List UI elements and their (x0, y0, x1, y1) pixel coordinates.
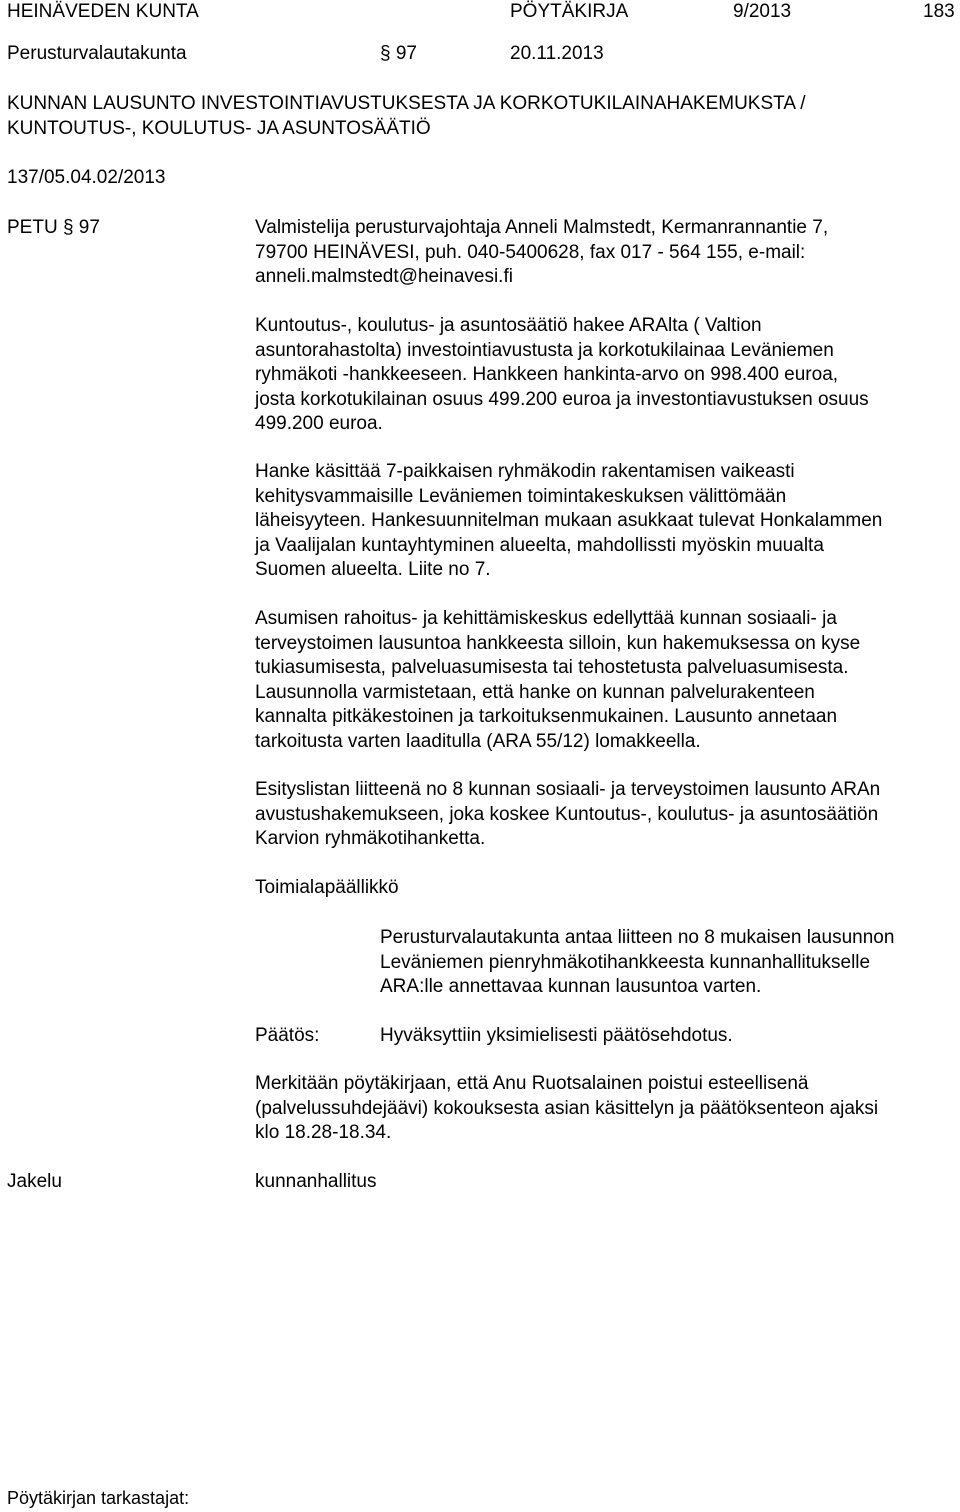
text-line: Asumisen rahoitus- ja kehittämiskeskus edellyttää kunnan sosiaali- ja (255, 608, 837, 629)
distribution-label: Jakelu (7, 1171, 62, 1192)
page-number: 183 (923, 1, 955, 22)
text-line: Merkitään pöytäkirjaan, että Anu Ruotsalainen poistui esteellisenä (255, 1073, 809, 1094)
board-name: Perusturvalautakunta (7, 43, 187, 64)
text-line: avustushakemukseen, joka koskee Kuntoutus-, koulutus- ja asuntosäätiön (255, 803, 879, 825)
meeting-date: 20.11.2013 (510, 43, 604, 64)
item-title-line-1: KUNNAN LAUSUNTO INVESTOINTIAVUSTUKSESTA JA KORKOTUKILAINAHAKEMUKSTA / (7, 93, 806, 114)
preparer-info (255, 216, 957, 290)
decision-text: Hyväksyttiin yksimielisesti päätösehdotus. (380, 1025, 733, 1046)
paragraph-project (255, 460, 957, 583)
text-line: josta korkotukilainan osuus 499.200 euroa ja investontiavustuksen osuus (255, 388, 869, 410)
item-label: PETU § 97 (7, 217, 100, 238)
preparer-email: anneli.malmstedt@heinavesi.fi (255, 266, 513, 287)
text-line: terveystoimen lausuntoa hankkeesta silloin, kun hakemuksessa on kyse (255, 632, 861, 654)
paragraph-application (255, 314, 957, 437)
text-line: Kuntoutus-, koulutus- ja asuntosäätiö hakee ARAlta ( Valtion (255, 315, 762, 336)
municipality-name: HEINÄVEDEN KUNTA (7, 1, 199, 22)
text-line: asuntorahastolta) investointiavustusta ja korkotukilainaa Leväniemen (255, 339, 834, 361)
text-line: ARA:lle annettavaa kunnan lausuntoa varten. (380, 976, 762, 997)
text-line: Lausunnolla varmistetaan, että hanke on kunnan palvelurakenteen (255, 681, 815, 703)
text-line: kannalta pitkäkestoinen ja tarkoituksenmukainen. Lausunto annetaan (255, 706, 838, 727)
text-line: Perusturvalautakunta antaa liitteen no 8 mukaisen lausunnon (380, 927, 895, 948)
text-line: klo 18.28-18.34. (255, 1122, 392, 1143)
text-line: läheisyyteen. Hankesuunnitelman mukaan asukkaat tulevat Honkalammen (255, 510, 883, 531)
text-line: Esityslistan liitteenä no 8 kunnan sosiaali- ja terveystoimen lausunto ARAn (255, 779, 881, 800)
text-line: Hanke käsittää 7-paikkaisen ryhmäkodin rakentamisen vaikeasti (255, 461, 795, 482)
text-line: tarkoitusta varten laaditulla (ARA 55/12) lomakkeella. (255, 730, 701, 752)
document-type: PÖYTÄKIRJA (510, 1, 629, 22)
distribution-recipient: kunnanhallitus (255, 1171, 377, 1192)
text-line: ja Vaalijalan kuntayhtyminen alueelta, mahdollissti myöskin muualta (255, 534, 824, 556)
preparer-line: 79700 HEINÄVESI, puh. 040-5400628, fax 017 - 564 155, e-mail: (255, 241, 806, 263)
text-line: 499.200 euroa. (255, 413, 383, 434)
section-number: § 97 (380, 43, 417, 64)
issue-number: 9/2013 (733, 1, 792, 22)
decision-label: Päätös: (255, 1025, 320, 1046)
footer-inspectors: Pöytäkirjan tarkastajat: (7, 1488, 190, 1508)
text-line: Karvion ryhmäkotihanketta. (255, 828, 486, 849)
text-line: ryhmäkoti -hankkeeseen. Hankkeen hankinta-arvo on 998.400 euroa, (255, 364, 839, 385)
text-line: Leväniemen pienryhmäkotihankkeesta kunnanhallitukselle (380, 951, 871, 973)
paragraph-attachment (255, 778, 957, 852)
minutes-note (255, 1072, 957, 1146)
paragraph-requirement (255, 607, 957, 754)
text-line: kehitysvammaisille Leväniemen toimintakeskuksen välittömään (255, 485, 787, 507)
reference-number: 137/05.04.02/2013 (7, 167, 166, 188)
text-line: (palvelussuhdejäävi) kokouksesta asian käsittelyn ja päätöksenteon ajaksi (255, 1097, 879, 1119)
text-line: tukiasumisesta, palveluasumisesta tai tehostetusta palveluasumisesta. (255, 657, 849, 678)
preparer-line: Valmistelija perusturvajohtaja Anneli Malmstedt, Kermanrannantie 7, (255, 217, 829, 238)
proposal-text (380, 926, 958, 1000)
proposer-title: Toimialapäällikkö (255, 877, 399, 898)
text-line: Suomen alueelta. Liite no 7. (255, 559, 491, 580)
item-title-line-2: KUNTOUTUS-, KOULUTUS- JA ASUNTOSÄÄTIÖ (7, 118, 431, 139)
